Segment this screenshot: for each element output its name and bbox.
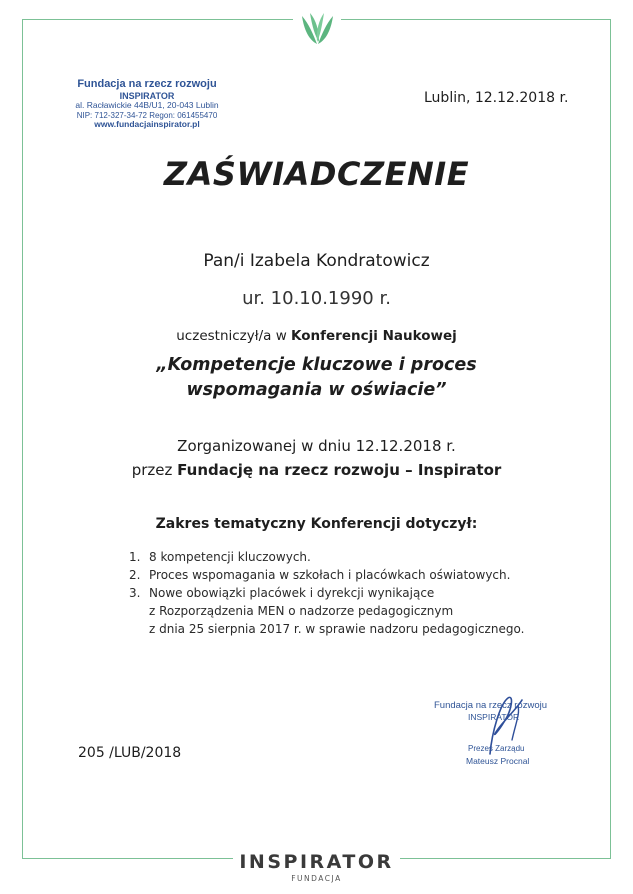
conference-title-line2: wspomagania w oświacie” [186, 380, 447, 400]
conference-title-line1: „Kompetencje kluczowe i proces [156, 355, 477, 375]
inspirator-leaf-logo-icon [293, 8, 341, 50]
item-text-continued: z Rozporządzenia MEN o nadzorze pedagogicznym [149, 604, 454, 618]
item-text-continued: z dnia 25 sierpnia 2017 r. w sprawie nadzoru pedagogicznego. [149, 622, 525, 636]
list-item [129, 566, 524, 584]
document-number: 205 /LUB/2018 [78, 745, 182, 761]
stamp-brand: INSPIRATOR [119, 90, 175, 101]
item-text: Proces wspomagania w szkołach i placówkach oświatowych. [149, 568, 511, 582]
list-item [129, 584, 524, 602]
signature-person: Mateusz Procnal [466, 756, 530, 766]
brand-subtitle: FUNDACJA [291, 874, 342, 883]
organizer-name: Fundację na rzecz rozwoju – Inspirator [177, 461, 502, 479]
footer-brand-logo [0, 851, 633, 883]
organizer-line [0, 461, 633, 479]
list-item-continuation [129, 620, 524, 638]
item-number: 1. [129, 550, 141, 564]
stamp-website: www.fundacjainspirator.pl [94, 118, 200, 129]
stamp-name: Fundacja na rzecz rozwoju [77, 78, 217, 90]
participation-event: Konferencji Naukowej [291, 328, 457, 344]
topics-list [129, 548, 524, 638]
scope-title: Zakres tematyczny Konferencji dotyczył: [155, 516, 478, 532]
participation-prefix: uczestniczył/a w [176, 328, 292, 344]
organized-date: Zorganizowanej w dniu 12.12.2018 r. [177, 437, 456, 455]
signature-brand: INSPIRATOR [468, 712, 520, 722]
signature-role: Prezes Zarządu [468, 744, 525, 753]
handwritten-signature-icon [430, 692, 560, 772]
list-item [129, 548, 524, 566]
foundation-stamp [62, 78, 232, 130]
list-item-continuation [129, 602, 524, 620]
recipient-name: Pan/i Izabela Kondratowicz [203, 251, 430, 271]
organizer-prefix: przez [131, 461, 178, 479]
item-number: 3. [129, 586, 141, 600]
signature-org: Fundacja na rzecz rozwoju [434, 700, 547, 711]
item-text: 8 kompetencji kluczowych. [149, 550, 311, 564]
item-number: 2. [129, 568, 141, 582]
stamp-address: al. Racławickie 44B/U1, 20-043 Lublin [75, 99, 219, 110]
birth-date: ur. 10.10.1990 r. [242, 288, 391, 309]
stamp-ids: NIP: 712-327-34-72 Regon: 061455470 [76, 110, 218, 120]
item-text: Nowe obowiązki placówek i dyrekcji wynikające [149, 586, 435, 600]
participation-line [0, 328, 633, 344]
conference-title [0, 353, 633, 403]
place-date: Lublin, 12.12.2018 r. [424, 90, 569, 106]
brand-name: INSPIRATOR [233, 851, 399, 873]
signature-stamp [430, 692, 560, 772]
document-title: ZAŚWIADCZENIE [163, 155, 470, 193]
